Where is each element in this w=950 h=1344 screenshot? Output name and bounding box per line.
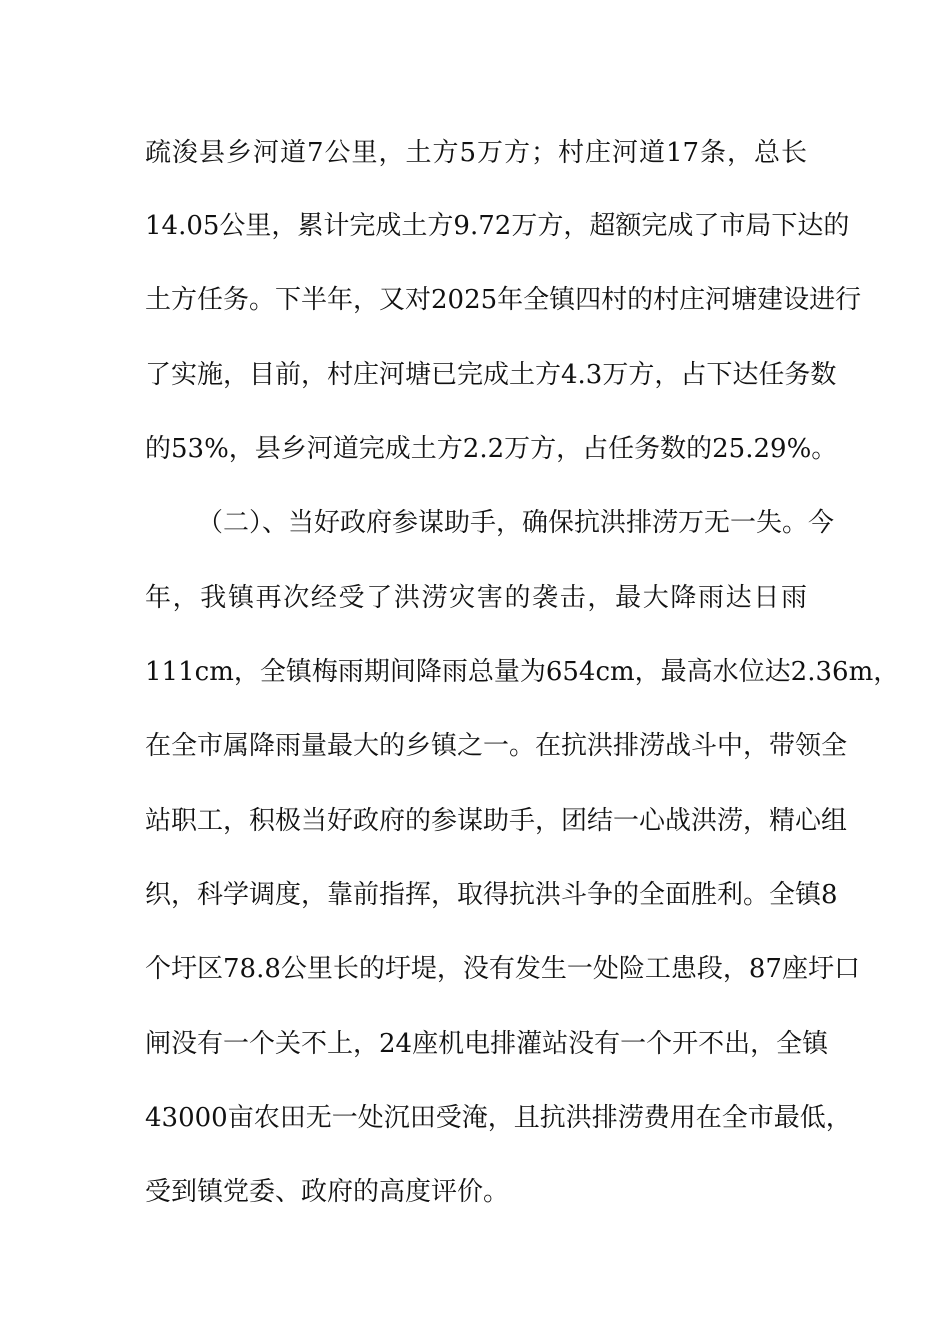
text-line: 疏浚县乡河道7公里，土方5万方；村庄河道17条，总长: [145, 138, 807, 168]
text-line: 111cm，全镇梅雨期间降雨总量为654cm，最高水位达2.36m，: [145, 657, 900, 687]
text-line: 14.05公里，累计完成土方9.72万方，超额完成了市局下达的: [145, 211, 850, 241]
text-line: 43000亩农田无一处沉田受淹，且抗洪排涝费用在全市最低，: [145, 1103, 852, 1133]
text-line: 土方任务。下半年，又对2025年全镇四村的村庄河塘建设进行: [145, 285, 862, 315]
text-line: 个圩区78.8公里长的圩堤，没有发生一处险工患段，87座圩口: [145, 954, 860, 984]
text-line: 闸没有一个关不上，24座机电排灌站没有一个开不出，全镇: [145, 1029, 829, 1059]
text-line: 的53%，县乡河道完成土方2.2万方，占任务数的25.29%。: [145, 434, 838, 464]
text-line: 了实施，目前，村庄河塘已完成土方4.3万方，占下达任务数: [145, 360, 837, 390]
text-line: 站职工，积极当好政府的参谋助手，团结一心战洪涝，精心组: [145, 806, 848, 836]
text-line: 在全市属降雨量最大的乡镇之一。在抗洪排涝战斗中，带领全: [145, 731, 848, 761]
text-line: 年，我镇再次经受了洪涝灾害的袭击，最大降雨达日雨: [145, 583, 807, 613]
text-line: 受到镇党委、政府的高度评价。: [145, 1177, 510, 1207]
text-line: 织，科学调度，靠前指挥，取得抗洪斗争的全面胜利。全镇8: [145, 880, 838, 910]
text-line: （二）、当好政府参谋助手，确保抗洪排涝万无一失。今: [197, 508, 835, 538]
